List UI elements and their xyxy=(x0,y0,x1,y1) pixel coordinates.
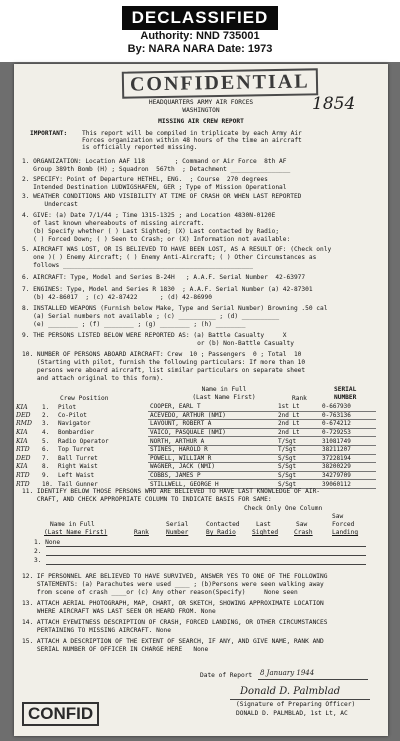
item-14-line-1: 14. ATTACH EYEWITNESS DESCRIPTION OF CRASH, FORCED LANDING, OR OTHER CIRCUMSTANCES xyxy=(22,619,328,626)
item-12-line-2: STATEMENTS: (a) Parachutes were used ____ ; (b)Persons were seen walking away xyxy=(22,581,324,588)
crew-status-mark: KIA xyxy=(16,429,28,437)
crew-rank: 2nd Lt xyxy=(276,420,320,429)
crew-rank: S/Sgt xyxy=(276,471,320,480)
report-sheet xyxy=(14,64,388,736)
hq-line: HEADQUARTERS ARMY AIR FORCES xyxy=(148,99,254,106)
crew-row-number: 1. xyxy=(42,403,50,411)
item-3-line-2: Undercast xyxy=(22,201,78,208)
crew-name: VAICO, PASQUALE (NMI) xyxy=(148,428,276,437)
col-crash: Crash xyxy=(294,529,313,536)
crew-status-mark: KIA xyxy=(16,437,28,445)
crew-name: ACEVEDO, ARTHUR (NMI) xyxy=(148,411,276,420)
crew-row-number: 2. xyxy=(42,411,50,419)
item-15-line-1: 15. ATTACH A DESCRIPTION OF THE EXTENT OF SEARCH, IF ANY, AND GIVE NAME, RANK AND xyxy=(22,638,324,645)
item-14-line-2: PERTAINING TO MISSING AIRCRAFT. None xyxy=(22,627,172,634)
crew-table xyxy=(14,403,376,489)
item-7-line-2: (b) 42-86017 ; (c) 42-87422 ; (d) 42-86990 xyxy=(22,294,212,301)
item-8-line-3: (e) ________ ; (f) ________ ; (g) ________ ; (h) ________ xyxy=(22,321,246,328)
crew-rank: 1st Lt xyxy=(276,403,320,411)
crew-position: Bombardier xyxy=(58,429,95,437)
crew-row-number: 6. xyxy=(42,446,50,454)
crew-position: Top Turret xyxy=(58,446,95,454)
crew-name: STILLWELL, GEORGE H xyxy=(148,480,276,489)
item-13-line-2: WHERE AIRCRAFT WAS LAST SEEN OR HEARD FROM. None xyxy=(22,608,216,615)
check-one-column: Check Only One Column xyxy=(244,505,323,512)
item-5-line-1: 5. AIRCRAFT WAS LOST, OR IS BELIEVED TO HAVE BEEN LOST, AS A RESULT OF: (Check only xyxy=(22,246,332,253)
item-15-line-2: SERIAL NUMBER OF OFFICER IN CHARGE HERE None xyxy=(22,646,209,653)
hq-city: WASHINGTON xyxy=(182,107,220,114)
crew-row xyxy=(14,428,376,437)
item-12-line-1: 12. IF PERSONNEL ARE BELIEVED TO HAVE SURVIVED, ANSWER YES TO ONE OF THE FOLLOWING xyxy=(22,573,328,580)
col-rank: Rank xyxy=(134,529,149,536)
crew-row-number: 3. xyxy=(42,420,50,428)
handwritten-signature: Donald D. Palmblad xyxy=(240,686,341,697)
crew-rank-header: Rank xyxy=(292,395,307,402)
crew-rank: 2nd Lt xyxy=(276,411,320,420)
crew-row-number: 5. xyxy=(42,437,50,445)
crew-serial: 0-763136 xyxy=(320,411,376,420)
item-5-line-3: follows ___________________________________________________ xyxy=(22,262,253,269)
crew-row xyxy=(14,445,376,454)
item-12-line-3: from scene of crash ____or (c) Any other reason(Specify) None seen xyxy=(22,589,298,596)
crew-name: WAGNER, JACK (NMI) xyxy=(148,463,276,472)
crew-serial-header: SERIAL xyxy=(334,386,357,393)
item-11-row-1: 1. None xyxy=(34,539,61,546)
item-3-line-1: 3. WEATHER CONDITIONS AND VISIBILITY AT TIME OF CRASH OR WHEN LAST REPORTED xyxy=(22,193,302,200)
item-1-line-1: 1. ORGANIZATION: Location AAF 118 ; Command or Air Force 8th AF xyxy=(22,158,287,165)
authority-label: Authority: xyxy=(140,30,193,42)
crew-row xyxy=(14,403,376,411)
item-13-line-1: 13. ATTACH AERIAL PHOTOGRAPH, MAP, CHART, OR SKETCH, SHOWING APPROXIMATE LOCATION xyxy=(22,600,324,607)
col-name: Name in Full xyxy=(50,521,95,528)
col-by-radio: By Radio xyxy=(206,529,236,536)
item-8-line-2: (a) Serial numbers not available ; (c) __________ ; (d) __________ xyxy=(22,313,280,320)
crew-rank: T/Sgt xyxy=(276,437,320,446)
item-6: 6. AIRCRAFT: Type, Model and Series B-24H ; A.A.F. Serial Number 42-63977 xyxy=(22,274,306,281)
crew-row-number: 7. xyxy=(42,454,50,462)
crew-rank: S/Sgt xyxy=(276,454,320,463)
item-11-row-2: 2. xyxy=(34,548,42,555)
item-11-line-1: 11. IDENTIFY BELOW THOSE PERSONS WHO ARE BELIEVED TO HAVE LAST KNOWLEDGE OF AIR- xyxy=(22,488,321,495)
crew-position: Ball Turret xyxy=(58,454,98,462)
col-landing: Landing xyxy=(332,529,359,536)
col-number: Number xyxy=(166,529,189,536)
item-11-line-2: CRAFT, AND CHECK APPROPRIATE COLUMN TO INDICATE BASIS FOR SAME: xyxy=(22,496,272,503)
signature-rule xyxy=(230,699,370,700)
crew-position: Left Waist xyxy=(58,472,95,480)
declassification-banner xyxy=(0,0,400,62)
crew-position: Right Waist xyxy=(58,463,98,471)
crew-status-mark: RMD xyxy=(16,420,32,428)
crew-status-mark: KIA xyxy=(16,403,28,411)
crew-rank: S/Sgt xyxy=(276,463,320,472)
item-10-line-3: persons were aboard aircraft, list similar particulars on separate sheet xyxy=(22,367,306,374)
item-11-row-3-rule xyxy=(46,564,366,565)
item-5-line-2: one )( ) Enemy Aircraft; ( ) Enemy Anti-Aircraft; ( ) Other Circumstances as xyxy=(22,254,317,261)
crew-name: COBBS, JAMES P xyxy=(148,471,276,480)
date-rule xyxy=(258,679,368,680)
crew-status-mark: DED xyxy=(16,411,31,419)
crew-name-header: Name in Full xyxy=(201,386,247,393)
crew-row xyxy=(14,471,376,480)
crew-position: Co-Pilot xyxy=(58,411,87,419)
crew-serial: 0-729253 xyxy=(320,428,376,437)
item-9-line-2: or (b) Non-Battle Casualty xyxy=(22,340,294,347)
item-7-line-1: 7. ENGINES: Type, Model and Series R 1830 ; A.A.F. Serial Number (a) 42-87301 xyxy=(22,286,313,293)
crew-position-header: Crew Position xyxy=(60,395,109,402)
confidential-stamp-bottom: CONFID xyxy=(22,702,99,726)
crew-status-mark: RTD xyxy=(16,480,30,488)
item-10-line-1: 10. NUMBER OF PERSONS ABOARD AIRCRAFT: Crew 10 ; Passengers 0 ; Total 10 xyxy=(22,351,302,358)
crew-row-number: 9. xyxy=(42,472,50,480)
col-name-sub: (Last Name First) xyxy=(44,529,108,536)
col-forced: Forced xyxy=(332,521,355,528)
crew-row-number: 10. xyxy=(42,480,53,488)
crew-serial: 38200229 xyxy=(320,463,376,472)
crew-name: STINES, HAROLD R xyxy=(148,445,276,454)
crew-rank: T/Sgt xyxy=(276,445,320,454)
crew-name: NORTH, ARTHUR A xyxy=(148,437,276,446)
crew-row xyxy=(14,437,376,446)
crew-serial: 34279709 xyxy=(320,471,376,480)
crew-status-mark: KIA xyxy=(16,463,28,471)
item-10-line-2: (Starting with pilot, furnish the following particulars: If more than 10 xyxy=(22,359,306,366)
crew-name-subheader: (Last Name First) xyxy=(192,394,256,401)
important-line-3: is officially reported missing. xyxy=(82,144,198,151)
crew-row xyxy=(14,454,376,463)
crew-name: POWELL, WILLIAM R xyxy=(148,454,276,463)
item-2-line-1: 2. SPECIFY: Point of Departure HETHEL, ENG. ; Course 270 degrees xyxy=(22,176,268,183)
by-line xyxy=(0,43,400,56)
crew-row-number: 4. xyxy=(42,429,50,437)
crew-rank: S/Sgt xyxy=(276,480,320,489)
important-line-2: Forces organization within 48 hours of the time an aircraft xyxy=(82,137,302,144)
crew-row xyxy=(14,420,376,429)
col-contacted: Contacted xyxy=(206,521,240,528)
authority-line xyxy=(0,30,400,43)
item-11-row-2-rule xyxy=(46,555,366,556)
col-last: Last xyxy=(256,521,271,528)
item-11-row-3: 3. xyxy=(34,557,42,564)
crew-serial: 0-667930 xyxy=(320,403,376,411)
crew-status-mark: RTD xyxy=(16,472,30,480)
important-line-1: This report will be compiled in triplicate by each Army Air xyxy=(82,130,302,137)
confidential-stamp: CONFIDENTIAL xyxy=(122,68,318,98)
crew-position: Pilot xyxy=(58,403,77,411)
item-4-line-1: 4. GIVE: (a) Date 7/1/44 ; Time 1315-1325 ; and Location 4830N-0120E xyxy=(22,212,276,219)
crew-serial: 38211207 xyxy=(320,445,376,454)
col-saw-forced: Saw xyxy=(332,513,344,520)
crew-row xyxy=(14,463,376,472)
crew-status-mark: DED xyxy=(16,454,31,462)
authority-value: NND 735001 xyxy=(196,30,260,42)
crew-name: COOPER, EARL T xyxy=(148,403,276,411)
nara-date-label: NARA Date: xyxy=(182,43,245,55)
by-value: NARA xyxy=(148,43,180,55)
col-sighted: Sighted xyxy=(252,529,279,536)
crew-position: Navigator xyxy=(58,420,91,428)
crew-serial: 37228194 xyxy=(320,454,376,463)
item-10-line-4: and attach original to this form). xyxy=(22,375,164,382)
officer-name: DONALD D. PALMBLAD, 1st Lt, AC xyxy=(236,710,348,717)
important-label: IMPORTANT: xyxy=(30,130,68,137)
handwritten-report-number: 1854 xyxy=(312,94,356,114)
by-label: By: xyxy=(127,43,146,55)
crew-row-number: 8. xyxy=(42,463,50,471)
item-4-line-4: ( ) Forced Down; ( ) Seen to Crash; or (X) Information not available: xyxy=(22,236,291,243)
col-serial: Serial xyxy=(166,521,189,528)
item-1-line-2: Group 389th Bomb (H) ; Squadron 567th ; Detachment ________________ xyxy=(22,166,291,173)
declassified-title: DECLASSIFIED xyxy=(122,6,279,30)
crew-number-header: NUMBER xyxy=(334,394,357,401)
crew-row xyxy=(14,411,376,420)
item-11-row-1-rule xyxy=(46,546,366,547)
item-8-line-1: 8. INSTALLED WEAPONS (Furnish below Make, Type and Serial Number) Browning .50 cal xyxy=(22,305,328,312)
crew-position: Tail Gunner xyxy=(58,480,98,488)
crew-rank: 2nd Lt xyxy=(276,428,320,437)
crew-serial: 31081749 xyxy=(320,437,376,446)
item-4-line-3: (b) Specify whether ( ) Last Sighted; (X) Last contacted by Radio; xyxy=(22,228,280,235)
nara-date-value: 1973 xyxy=(247,43,273,55)
date-of-report-label: Date of Report xyxy=(200,672,253,679)
signature-label: (Signature of Preparing Officer) xyxy=(236,701,356,708)
crew-serial: 39060112 xyxy=(320,480,376,489)
col-saw: Saw xyxy=(296,521,308,528)
crew-position: Radio Operator xyxy=(58,437,109,445)
date-of-report-value: 8 January 1944 xyxy=(260,669,315,677)
item-4-line-2: of last known whereabouts of missing aircraft. xyxy=(22,220,205,227)
crew-status-mark: RTD xyxy=(16,446,30,454)
crew-name: LAVOUNT, ROBERT A xyxy=(148,420,276,429)
item-2-line-2: Intended Destination LUDWIGSHAFEN, GER ; Type of Mission Operational xyxy=(22,184,287,191)
item-9-line-1: 9. THE PERSONS LISTED BELOW WERE REPORTED AS: (a) Battle Casualty X xyxy=(22,332,287,339)
crew-serial: 0-674212 xyxy=(320,420,376,429)
report-title: MISSING AIR CREW REPORT xyxy=(158,118,244,125)
